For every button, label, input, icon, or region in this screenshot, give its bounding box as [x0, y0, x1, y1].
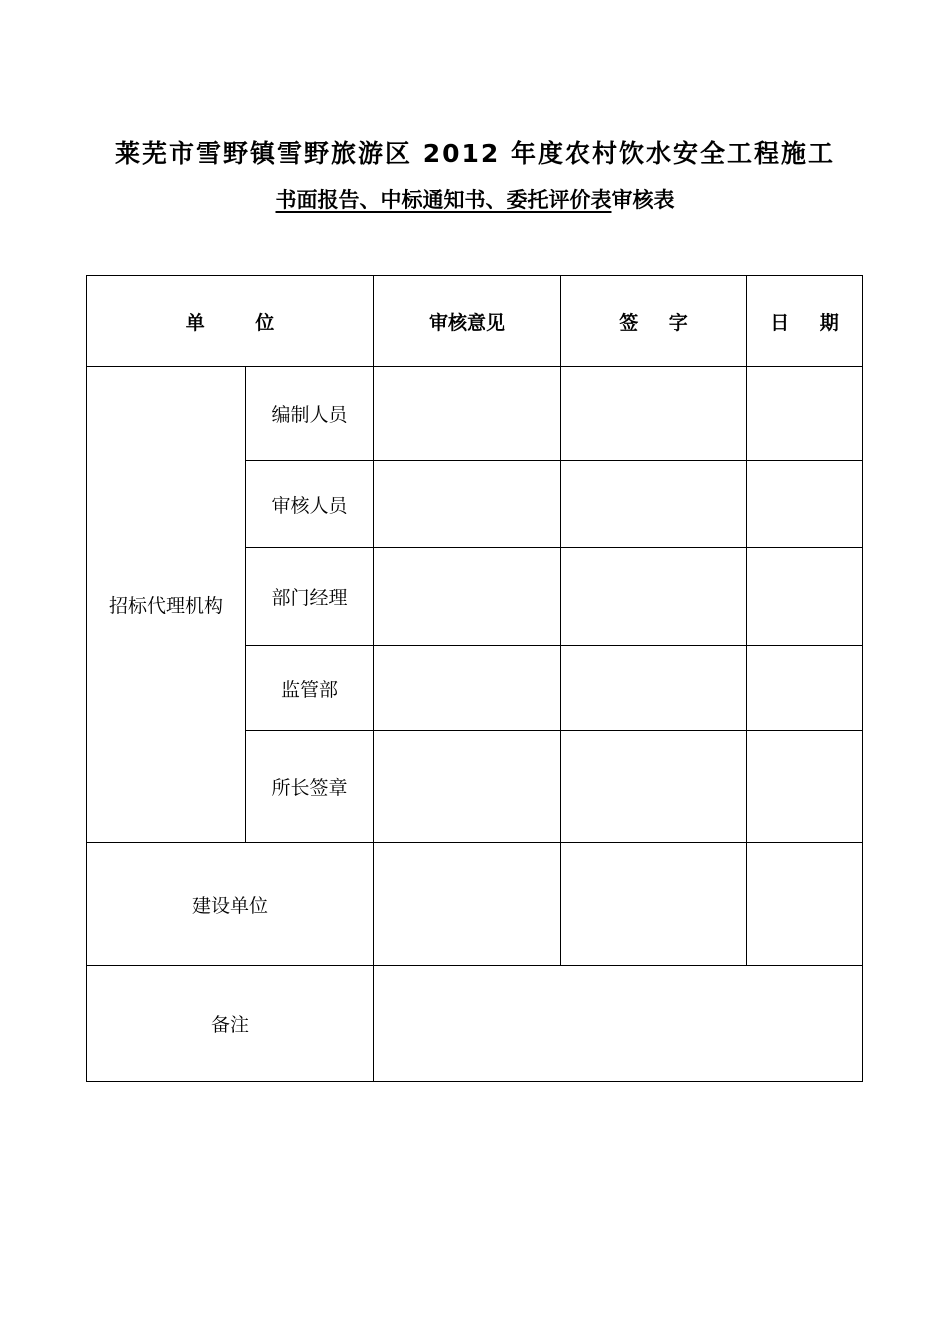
signature-cell[interactable]: [561, 461, 747, 548]
signature-cell[interactable]: [561, 731, 747, 843]
remarks-cell[interactable]: [374, 966, 863, 1082]
header-signature: 签 字: [561, 276, 747, 367]
table-row: [87, 367, 863, 461]
signature-cell[interactable]: [561, 548, 747, 646]
header-date: 日 期: [747, 276, 863, 367]
remarks-label: 备注: [87, 966, 374, 1082]
opinion-cell[interactable]: [374, 367, 561, 461]
role-supervision: 监管部: [246, 646, 374, 731]
header-opinion: 审核意见: [374, 276, 561, 367]
date-cell[interactable]: [747, 731, 863, 843]
table-header-row: [87, 276, 863, 367]
date-cell[interactable]: [747, 367, 863, 461]
header-unit: 单 位: [87, 276, 374, 367]
review-table: [86, 275, 863, 1082]
document-title-underlined: 书面报告、中标通知书、委托评价表: [275, 188, 612, 212]
signature-cell[interactable]: [561, 843, 747, 966]
table-row: [87, 843, 863, 966]
opinion-cell[interactable]: [374, 646, 561, 731]
opinion-cell[interactable]: [374, 548, 561, 646]
opinion-cell[interactable]: [374, 843, 561, 966]
document-title-line1: 莱芜市雪野镇雪野旅游区 2012 年度农村饮水安全工程施工: [115, 139, 835, 168]
document-title-suffix: 审核表: [611, 188, 675, 212]
role-reviewer: 审核人员: [246, 461, 374, 548]
role-preparer: 编制人员: [246, 367, 374, 461]
date-cell[interactable]: [747, 646, 863, 731]
document-title-line2: [0, 184, 950, 216]
date-cell[interactable]: [747, 548, 863, 646]
opinion-cell[interactable]: [374, 461, 561, 548]
signature-cell[interactable]: [561, 646, 747, 731]
role-director-seal: 所长签章: [246, 731, 374, 843]
signature-cell[interactable]: [561, 367, 747, 461]
agency-label: 招标代理机构: [87, 367, 246, 843]
role-dept-manager: 部门经理: [246, 548, 374, 646]
date-cell[interactable]: [747, 843, 863, 966]
date-cell[interactable]: [747, 461, 863, 548]
table-row: [87, 966, 863, 1082]
construction-unit-label: 建设单位: [87, 843, 374, 966]
opinion-cell[interactable]: [374, 731, 561, 843]
